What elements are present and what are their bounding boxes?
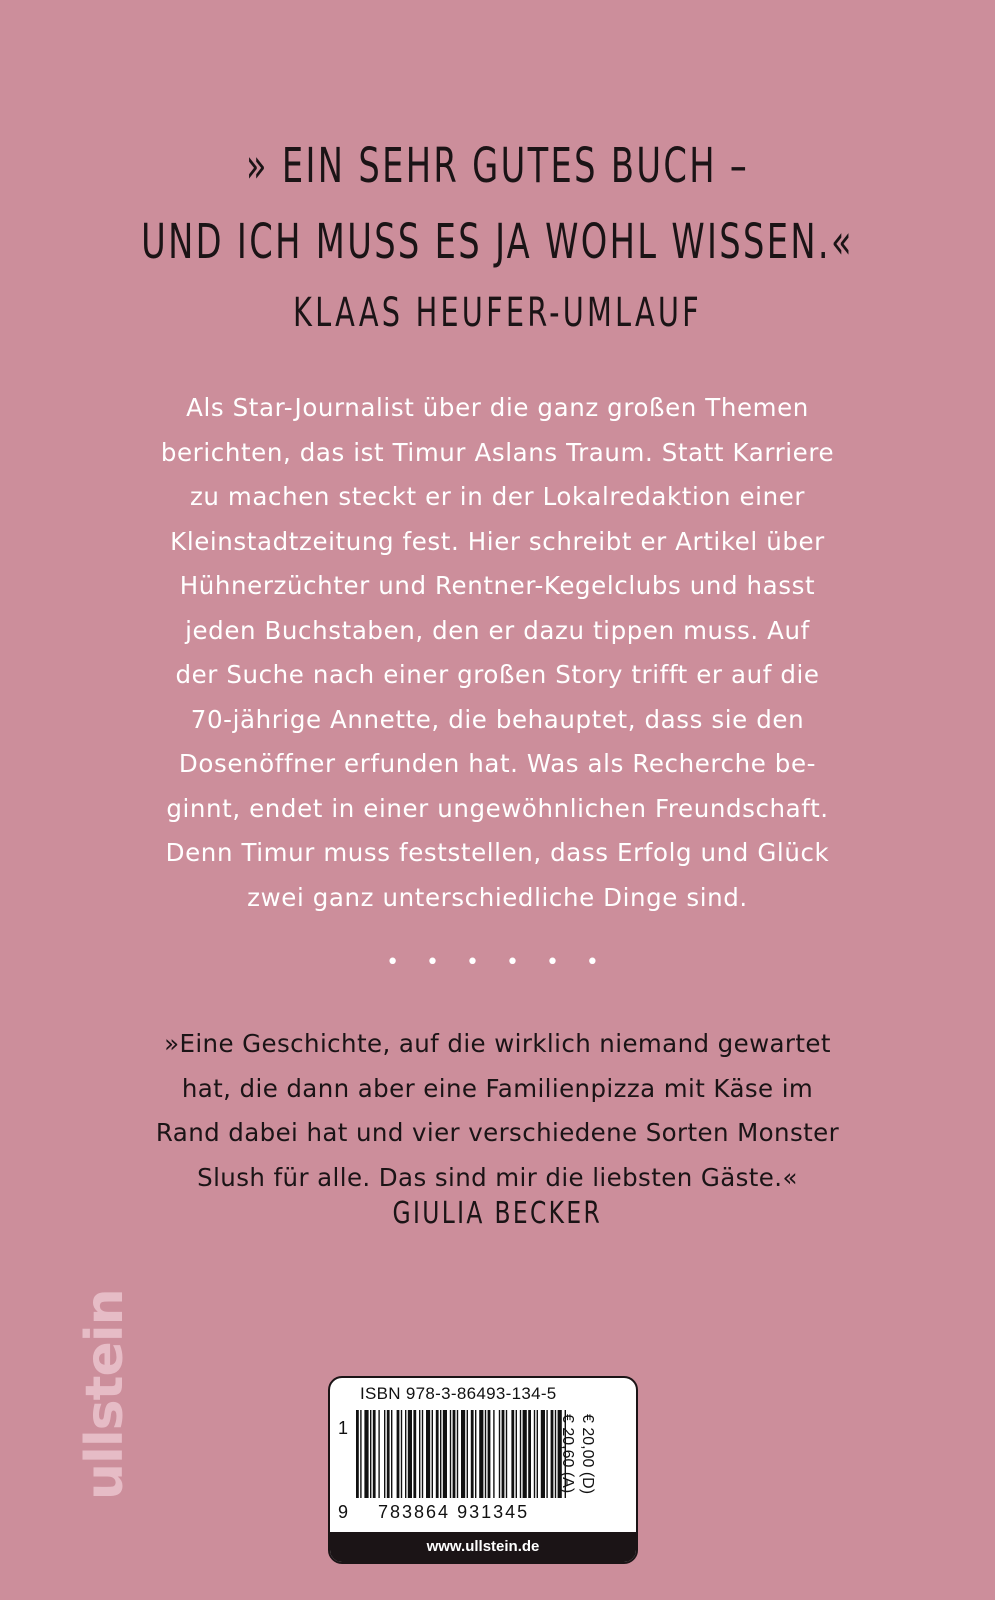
barcode-bar xyxy=(555,1410,556,1498)
barcode-bar xyxy=(397,1410,400,1498)
barcode-bar xyxy=(408,1410,412,1498)
blurb-line: jeden Buchstaben, den er dazu tippen muss. Auf xyxy=(185,615,810,645)
barcode-bar xyxy=(370,1410,371,1498)
barcode-bar xyxy=(391,1410,392,1498)
review-line: Rand dabei hat und vier verschiedene Sorten Monster xyxy=(155,1118,840,1147)
barcode-bar xyxy=(457,1410,458,1498)
quote-author: KLAAS HEUFER-UMLAUF xyxy=(293,290,702,336)
blurb-line: zwei ganz unterschiedliche Dinge sind. xyxy=(247,882,748,912)
barcode-bar xyxy=(516,1410,517,1498)
barcode-bar xyxy=(401,1410,402,1498)
barcode-bar xyxy=(523,1410,527,1498)
review-author xyxy=(0,1196,995,1231)
barcode-bar xyxy=(511,1410,514,1498)
blurb-line: 70-jährige Annette, die behauptet, dass sie den xyxy=(190,704,805,734)
barcode-bar xyxy=(528,1410,531,1498)
barcode-bar xyxy=(413,1410,416,1498)
dot-separator: • • • • • • xyxy=(386,950,609,975)
quote-line-2: UND ICH MUSS ES JA WOHL WISSEN.« xyxy=(141,214,854,270)
barcode-bar xyxy=(537,1410,538,1498)
barcode-bar xyxy=(546,1410,547,1498)
endorsement-quote xyxy=(0,128,995,346)
review-line: hat, die dann aber eine Familienpizza mit Käse im xyxy=(181,1073,814,1103)
blurb-line: zu machen steckt er in der Lokalredaktion einer xyxy=(189,482,806,511)
barcode-bar xyxy=(426,1410,430,1498)
barcode-bar xyxy=(373,1410,376,1498)
barcode-bar xyxy=(419,1410,420,1498)
barcode-bar xyxy=(551,1410,554,1498)
barcode-lead-digit: 9 xyxy=(338,1502,349,1522)
blurb-line: Als Star-Journalist über die ganz großen Themen xyxy=(186,393,809,422)
barcode-bar xyxy=(475,1410,476,1498)
barcode-bar xyxy=(467,1410,468,1498)
barcode-bar xyxy=(479,1410,483,1498)
barcode-bar xyxy=(440,1410,441,1498)
barcode-bar xyxy=(436,1410,439,1498)
barcode-bar xyxy=(356,1410,359,1498)
blurb-line: ginnt, endet in einer ungewöhnlichen Freundschaft. xyxy=(166,793,829,823)
barcode-bar xyxy=(450,1410,451,1498)
barcode-bar xyxy=(360,1410,361,1498)
isbn-text: ISBN 978-3-86493-134-5 xyxy=(360,1384,557,1403)
blurb-line: Hühnerzüchter und Rentner-Kegelclubs und hasst xyxy=(179,571,816,600)
barcode-bar xyxy=(534,1410,535,1498)
blurb-line: Denn Timur muss feststellen, dass Erfolg und Glück xyxy=(165,838,830,867)
barcode-bar xyxy=(453,1410,456,1498)
blurb-line: berichten, das ist Timur Aslans Traum. Statt Karriere xyxy=(160,437,835,467)
barcode-bar xyxy=(506,1410,507,1498)
price-austria: € 20,60 (A) xyxy=(559,1414,576,1494)
blurb-line: Kleinstadtzeitung fest. Hier schreibt er Artikel über xyxy=(170,526,825,556)
barcode-bar xyxy=(485,1410,486,1498)
barcode-bar xyxy=(520,1410,521,1498)
barcode-bar xyxy=(461,1410,465,1498)
barcode-bar xyxy=(422,1410,423,1498)
barcode-label xyxy=(328,1376,638,1564)
barcode-digits: 783864 931345 xyxy=(378,1502,530,1522)
barcode-bar xyxy=(493,1410,494,1498)
barcode-bar xyxy=(488,1410,491,1498)
publisher-logo-text: ullstein xyxy=(75,1289,135,1500)
barcode-bar xyxy=(378,1410,379,1498)
blurb-line: Dosenöffner erfunden hat. Was als Recherche be- xyxy=(178,749,817,778)
barcode-bar xyxy=(502,1410,505,1498)
review-author-text: GIULIA BECKER xyxy=(392,1196,603,1231)
blurb-line: der Suche nach einer großen Story trifft er auf die xyxy=(175,660,820,689)
quote-line-1: » EIN SEHR GUTES BUCH – xyxy=(245,138,750,194)
price-germany: € 20,00 (D) xyxy=(579,1414,596,1495)
review-quote xyxy=(90,1022,905,1200)
review-line: Slush für alle. Das sind mir die liebsten Gäste.« xyxy=(197,1162,798,1192)
barcode-bar xyxy=(384,1410,385,1498)
barcode-bars xyxy=(354,1410,568,1500)
barcode-bar xyxy=(432,1410,433,1498)
publisher-website: www.ullstein.de xyxy=(330,1532,636,1562)
barcode-prefix-digit: 1 xyxy=(338,1418,349,1438)
barcode-bar xyxy=(541,1410,545,1498)
barcode-bar xyxy=(405,1410,406,1498)
barcode-bar xyxy=(471,1410,474,1498)
review-line: »Eine Geschichte, auf die wirklich niemand gewartet xyxy=(164,1029,831,1058)
barcode-bar xyxy=(443,1410,447,1498)
publisher-logo xyxy=(40,1230,135,1560)
barcode-bar xyxy=(364,1410,368,1498)
barcode-bar xyxy=(387,1410,390,1498)
book-blurb xyxy=(90,386,905,920)
barcode-bar xyxy=(499,1410,500,1498)
